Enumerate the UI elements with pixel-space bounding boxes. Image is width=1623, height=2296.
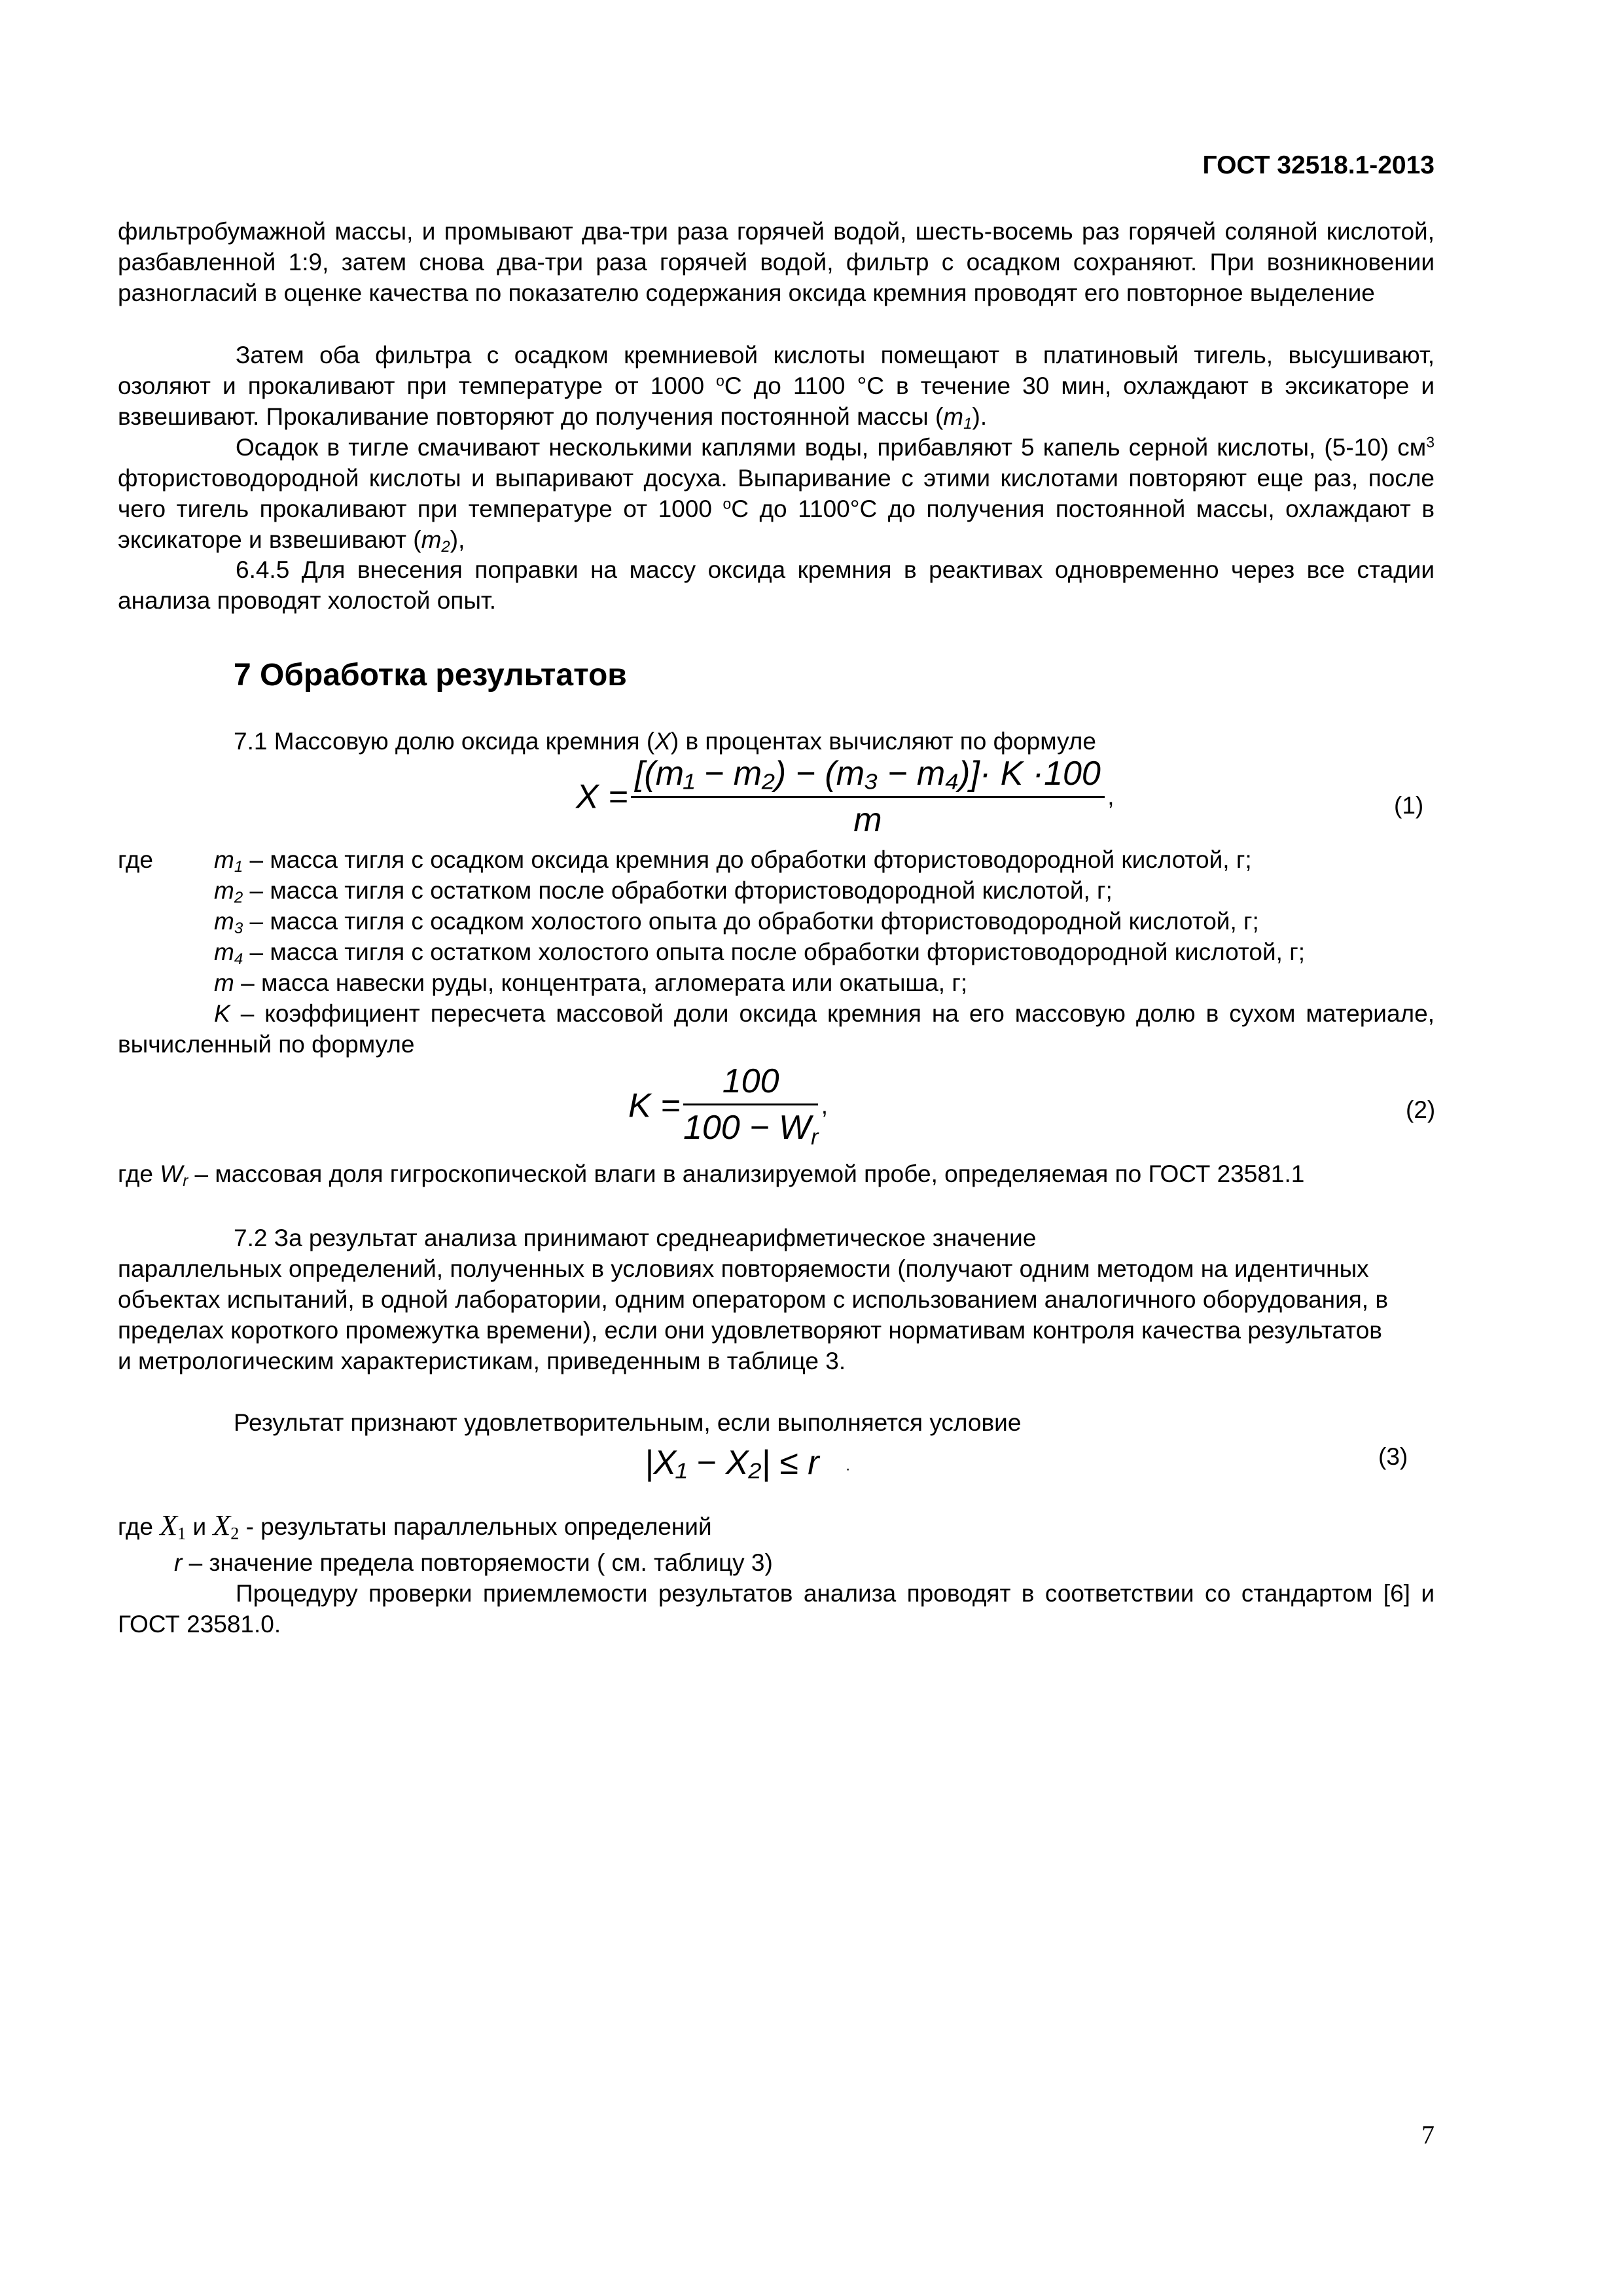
formula-2-lhs: K = [628,1086,681,1125]
document-header-code: ГОСТ 32518.1-2013 [1202,151,1435,179]
formula-1-number: (1) [1394,792,1424,819]
paragraph-7-1-intro: 7.1 Массовую долю оксида кремния (X) в процентах вычисляют по формуле [234,728,1096,755]
paragraph-w-definition: где $W_r$ – массовая доля гигроскопической влаги в анализируемой пробе, определяемая по ГОСТ 23581.1 [118,1160,1305,1190]
formula-2 [628,1062,828,1150]
formula-1-fraction [631,754,1105,840]
where-item-m2: $m_2$ – масса тигля с остатком после обработки фтористоводородной кислотой, г; [214,877,1113,906]
formula-1-denominator: m [853,801,882,839]
formula-2-fraction [683,1062,818,1150]
paragraph-hf-evaporation: Осадок в тигле смачивают несколькими каплями воды, прибавляют 5 капель серной кислоты, (5-10) $см^3$ фтористоводородной кислоты и выпаривают досуха. Выпаривание с этими кислотами повторяют еще раз, после чего тигель прокаливают при температуре от 1000 $^o$С до 1100°С до получения постоянной массы, охлаждают в эксикаторе и взвешивают $(m_2)$, [118,433,1435,556]
formula-2-numerator: 100 [683,1062,818,1105]
paragraph-filter-wash: фильтробумажной массы, и промывают два-три раза горячей водой, шесть-восемь раз горячей соляной кислотой, разбавленной 1:9, затем снова два-три раза горячей водой, фильтр с осадком сохраняют. При возникновении разногласий в оценке качества по показателю содержания оксида кремния проводят его повторное выделение [118,218,1435,306]
formula-3-number: (3) [1378,1443,1408,1470]
formula-2-denominator: $100 - W_r$ [683,1109,819,1150]
formula-1 [576,754,1115,840]
page-number: 7 [1421,2120,1435,2149]
where-label: где [118,846,154,873]
formula-1-comma: , [1107,783,1115,810]
where-item-m3: $m_3$ – масса тигля с осадком холостого опыта до обработки фтористоводородной кислотой, г; [214,908,1259,937]
section-heading-7: 7 Обработка результатов [234,658,627,692]
formula-3: |X₁ − X₂| ≤ r · [645,1444,851,1482]
where-item-m1: $m_1$ – масса тигля с осадком оксида кремния до обработки фтористоводородной кислотой, г; [214,846,1252,876]
formula-1-numerator: [(m₁ − m₂) − (m₃ − m₄)]· K ·100 [631,754,1105,798]
paragraph-7-2-body: параллельных определений, полученных в условиях повторяемости (получают одним методом на идентичных объектах испытаний, в одной лаборатории, одним оператором с использованием аналогичного оборудования, в пределах короткого промежутка времени), если они удовлетворяют нормативам контроля качества результатов и метрологическим характеристикам, приведенным в таблице 3. [118,1255,1389,1374]
formula-2-number: (2) [1406,1096,1436,1123]
paragraph-final-procedure: Процедуру проверки приемлемости результатов анализа проводят в соответствии со стандартом [6] и ГОСТ 23581.0. [118,1580,1435,1638]
paragraph-k-definition: K – коэффициент пересчета массовой доли оксида кремния на его массовую долю в сухом материале, вычисленный по формуле [118,1000,1435,1058]
paragraph-calcination: Затем оба фильтра с осадком кремниевой кислоты помещают в платиновый тигель, высушивают, озоляют и прокаливают при температуре от 1000 $^o$С до 1100 °С в течение 30 мин, охлаждают в эксикаторе и взвешивают. Прокаливание повторяют до получения постоянной массы $(m_1)$. [118,342,1435,433]
where-item-m4: $m_4$ – масса тигля с остатком холостого опыта после обработки фтористоводородной кислотой, г; [214,939,1305,968]
formula-1-lhs: X = [576,778,628,816]
paragraph-result-condition: Результат признают удовлетворительным, если выполняется условие [234,1409,1022,1436]
paragraph-x1-x2-definition: где $X_1$ и $X_2$ - результаты параллельных определений [118,1509,712,1543]
where-item-m: m – масса навески руды, концентрата, агломерата или окатыша, г; [214,969,968,996]
paragraph-7-2-line1: 7.2 За результат анализа принимают среднеарифметическое значение [234,1225,1037,1251]
paragraph-blank-test: 6.4.5 Для внесения поправки на массу оксида кремния в реактивах одновременно через все стадии анализа проводят холостой опыт. [118,556,1435,614]
paragraph-r-definition: r – значение предела повторяемости ( см. таблицу 3) [174,1549,773,1576]
formula-2-comma: , [821,1092,829,1119]
